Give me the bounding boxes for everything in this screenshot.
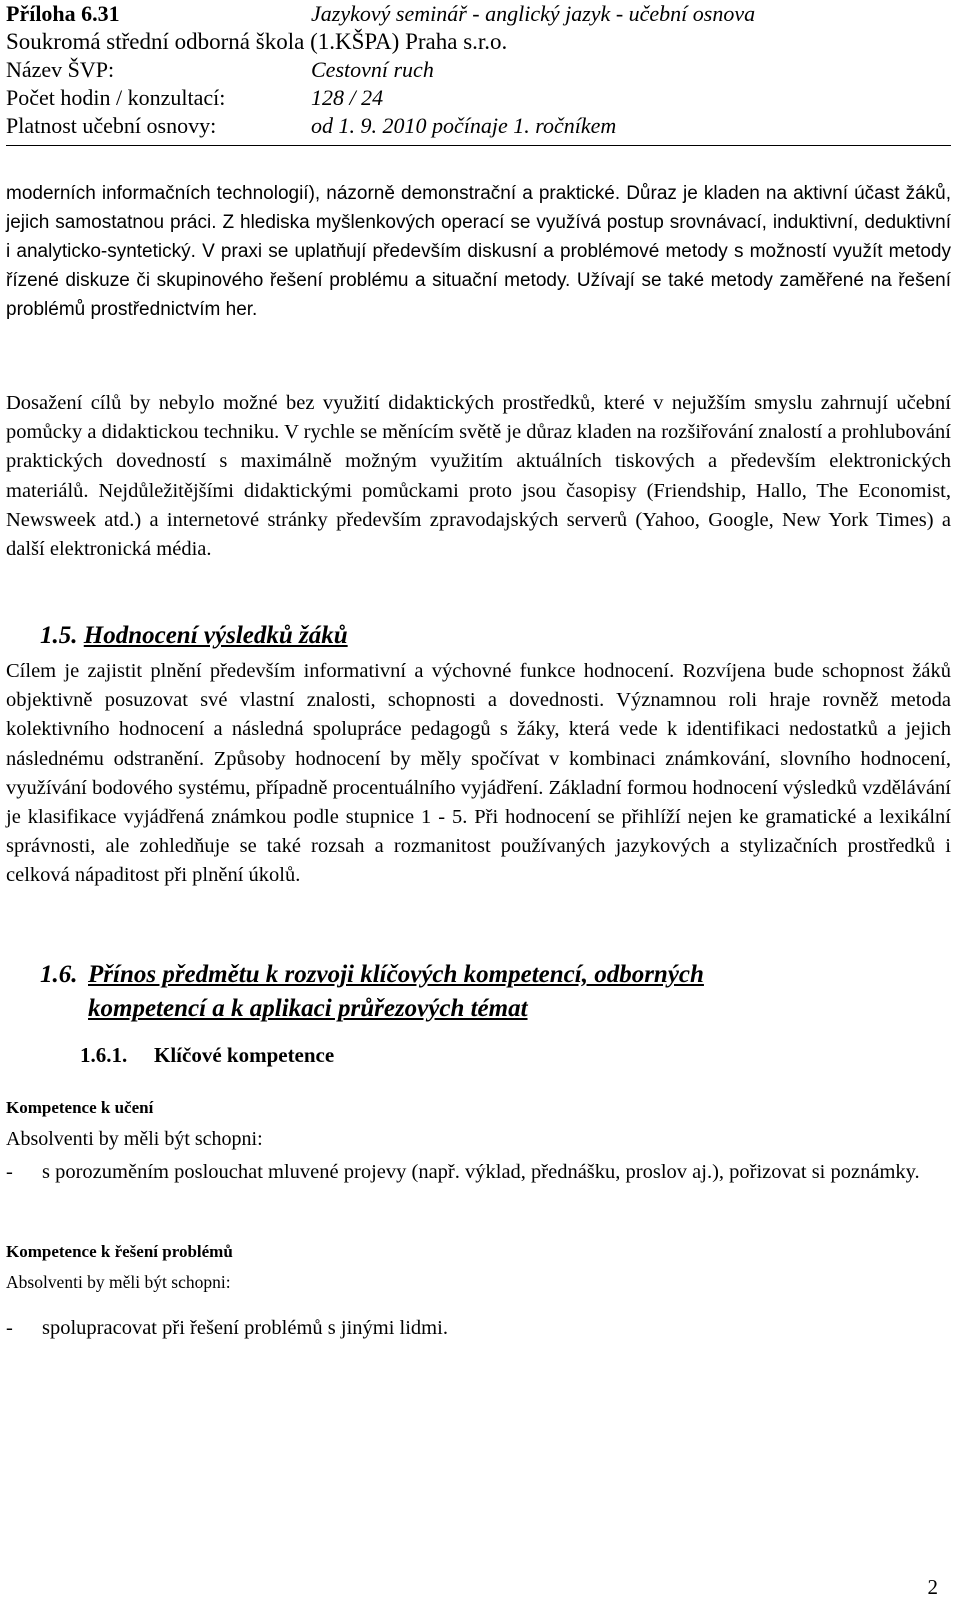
program-value: Cestovní ruch xyxy=(311,57,434,82)
section-title: Hodnocení výsledků žáků xyxy=(83,622,348,649)
hours-value: 128 / 24 xyxy=(311,85,384,110)
section-number: 1.6. xyxy=(40,961,78,988)
validity-value: od 1. 9. 2010 počínaje 1. ročníkem xyxy=(311,113,617,138)
hours-label: Počet hodin / konzultací: xyxy=(6,85,226,110)
section-heading-competences xyxy=(40,958,704,1026)
section-number: 1.5. xyxy=(40,622,78,649)
section-heading-assessment xyxy=(40,622,348,650)
page-number: 2 xyxy=(927,1575,938,1599)
competence-problems-heading: Kompetence k řešení problémů xyxy=(6,1242,233,1261)
competence-problems-item xyxy=(6,1314,951,1344)
header-divider xyxy=(6,145,951,146)
school-name: Soukromá střední odborná škola (1.KŠPA) Praha s.r.o. xyxy=(6,29,508,54)
paragraph-methods: moderních informačních technologií), názorně demonstrační a praktické. Důraz je kladen na aktivní účast žáků, jejich samostatnou práci. Z hlediska myšlenkových operací se využívá postup srovnávací, induktivní, deduktivní i analyticko-syntetický. V praxi se uplatňují především diskusní a problémové metody s možností využít metody řízené diskuze či skupinového řešení problému a situační metody. Užívají se také metody zaměřené na řešení problémů prostřednictvím her. xyxy=(6,183,951,320)
dash-bullet: - xyxy=(6,1161,13,1183)
header-row-school xyxy=(6,28,951,56)
section-title-line2: kompetencí a k aplikaci průřezových témat xyxy=(88,995,528,1022)
competence-learning-item xyxy=(6,1158,951,1188)
competence-learning-heading: Kompetence k učení xyxy=(6,1098,154,1117)
program-label: Název ŠVP: xyxy=(6,57,115,82)
item-text: s porozuměním poslouchat mluvené projevy (např. výklad, přednášku, proslov aj.), pořizovat si poznámky. xyxy=(42,1161,920,1183)
competence-learning-intro: Absolventi by měli být schopni: xyxy=(6,1128,263,1150)
subject-title: Jazykový seminář - anglický jazyk - učební osnova xyxy=(311,1,756,26)
item-text: spolupracovat při řešení problémů s jinými lidmi. xyxy=(42,1317,448,1339)
subsection-title: Klíčové kompetence xyxy=(154,1043,335,1067)
header-row-program xyxy=(6,56,951,84)
subsection-number: 1.6.1. xyxy=(80,1043,128,1067)
attachment-label: Příloha 6.31 xyxy=(6,1,120,26)
dash-bullet: - xyxy=(6,1317,13,1339)
validity-label: Platnost učební osnovy: xyxy=(6,113,217,138)
document-header xyxy=(6,0,951,140)
subsection-heading-key-competences xyxy=(80,1043,334,1068)
header-row-attachment xyxy=(6,0,951,28)
header-row-validity xyxy=(6,112,951,140)
header-row-hours xyxy=(6,84,951,112)
paragraph-didactic-means: Dosažení cílů by nebylo možné bez využití didaktických prostředků, které v nejužším smyslu zahrnují učební pomůcky a didaktickou techniku. V rychle se měnícím světě je důraz kladen na rozšiřování znalostí a prohlubování praktických dovedností s maximálně možným využitím aktuálních tiskových a především elektronických materiálů. Nejdůležitějšími didaktickými pomůckami proto jsou časopisy (Friendship, Hallo, The Economist, Newsweek atd.) a internetové stránky především zpravodajských serverů (Yahoo, Google, New York Times) a další elektronická média. xyxy=(6,392,951,561)
section-title-line1: Přínos předmětu k rozvoji klíčových kompetencí, odborných xyxy=(88,961,704,988)
competence-problems-intro: Absolventi by měli být schopni: xyxy=(6,1272,231,1292)
paragraph-assessment: Cílem je zajistit plnění především informativní a výchovné funkce hodnocení. Rozvíjena bude schopnost žáků objektivně posuzovat své vlastní znalosti, schopnosti a dovednosti. Významnou roli hraje rovněž metoda kolektivního hodnocení a následná spolupráce pedagogů s žáky, která vede k identifikaci nedostatků a jejich následnému odstranění. Způsoby hodnocení by měly spočívat v kombinaci známkování, slovního hodnocení, využívání bodového systému, případně procentuálního vyjádření. Základní formou hodnocení výsledků vzdělávání je klasifikace vyjádřená známkou podle stupnice 1 - 5. Při hodnocení se přihlíží nejen ke gramatické a lexikální správnosti, ale zohledňuje se také rozsah a rozmanitost používaných jazykových a stylizačních prostředků i celková nápaditost při plnění úkolů. xyxy=(6,660,951,887)
